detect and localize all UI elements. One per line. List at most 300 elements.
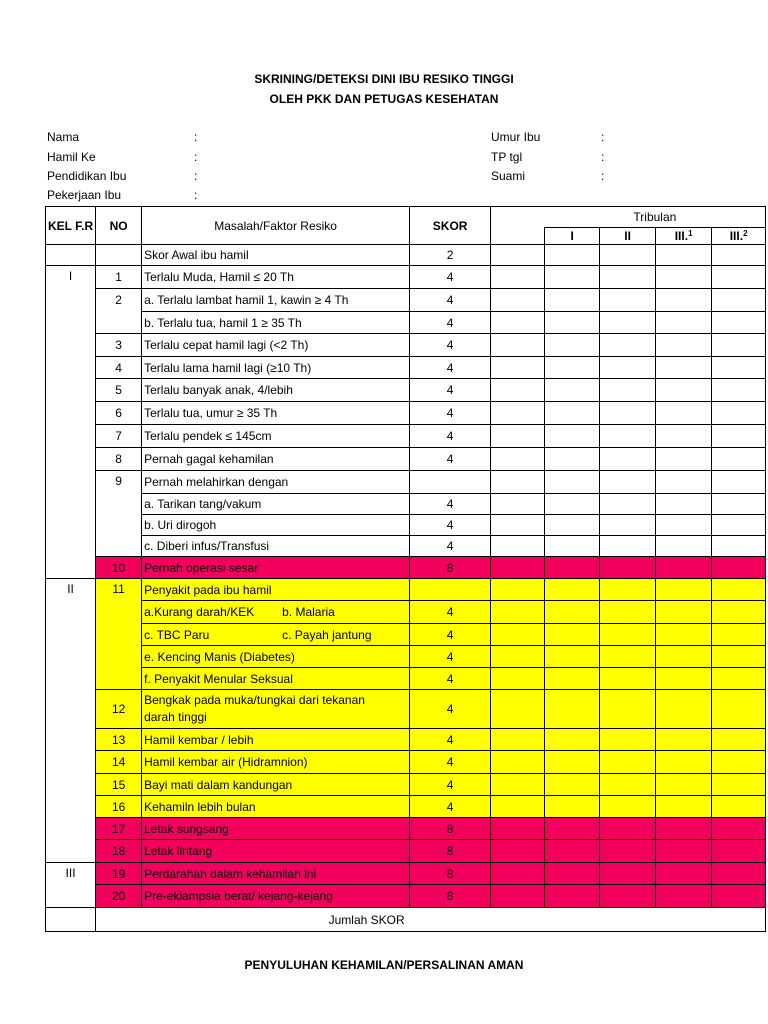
masalah-text: Pernah melahirkan dengan — [144, 475, 289, 489]
masalah-text: b. Uri dirogoh — [144, 518, 217, 532]
masalah-cell — [142, 796, 410, 818]
skor-cell: 4 — [410, 796, 491, 818]
table-row — [46, 774, 766, 796]
tribulan-cell[interactable] — [600, 690, 656, 729]
tribulan-cell[interactable] — [712, 266, 766, 289]
tribulan-cell[interactable] — [656, 863, 712, 885]
tribulan-cell[interactable] — [656, 515, 712, 536]
table-row — [46, 863, 766, 885]
tribulan-cell[interactable] — [712, 863, 766, 885]
tribulan-cell[interactable] — [600, 863, 656, 885]
tribulan-cell[interactable] — [712, 494, 766, 515]
no-cell — [96, 245, 142, 266]
tribulan-cell[interactable] — [600, 601, 656, 624]
tribulan-cell[interactable] — [712, 379, 766, 402]
tribulan-cell[interactable] — [491, 668, 545, 690]
tribulan-cell[interactable] — [712, 751, 766, 774]
tribulan-cell[interactable] — [656, 471, 712, 494]
table-row — [46, 425, 766, 448]
label-pekerjaan: Pekerjaan Ibu — [47, 188, 122, 202]
tribulan-cell[interactable] — [656, 624, 712, 646]
title-line-1: SKRINING/DETEKSI DINI IBU RESIKO TINGGI — [254, 72, 514, 86]
tribulan-cell[interactable] — [656, 402, 712, 425]
masalah-text: Terlalu Muda, Hamil ≤ 20 Th — [144, 270, 294, 284]
masalah-text: f. Penyakit Menular Seksual — [144, 671, 293, 686]
tribulan-cell[interactable] — [656, 729, 712, 751]
skor-cell: 8 — [410, 885, 491, 908]
table-row — [46, 796, 766, 818]
table-row — [46, 334, 766, 357]
tribulan-cell[interactable] — [656, 774, 712, 796]
table-row — [46, 601, 766, 624]
tribulan-cell[interactable] — [600, 471, 656, 494]
tribulan-cell[interactable] — [656, 690, 712, 729]
no-cell: 17 — [96, 818, 142, 840]
tribulan-cell[interactable] — [600, 312, 656, 334]
tribulan-cell[interactable] — [712, 885, 766, 908]
colon: : — [194, 130, 198, 144]
tribulan-cell[interactable] — [712, 668, 766, 690]
table-row — [46, 557, 766, 579]
jumlah-skor-label: Jumlah SKOR — [96, 908, 766, 932]
no-cell: 19 — [96, 863, 142, 885]
table-row — [46, 494, 766, 515]
tribulan-cell[interactable] — [600, 357, 656, 379]
table-row — [46, 515, 766, 536]
skor-cell: 8 — [410, 840, 491, 863]
masalah-text: Perdarahan dalam kehamilan ini — [144, 866, 317, 881]
tribulan-cell[interactable] — [545, 624, 600, 646]
table-row — [46, 357, 766, 379]
tribulan-cell[interactable] — [545, 312, 600, 334]
tribulan-cell[interactable] — [600, 818, 656, 840]
masalah-text: Pre-eklampsia berat/ kejang-kejang — [144, 889, 333, 903]
tribulan-cell[interactable] — [545, 471, 600, 494]
tribulan-cell[interactable] — [656, 289, 712, 312]
tribulan-cell[interactable] — [545, 357, 600, 379]
tribulan-cell[interactable] — [545, 646, 600, 668]
tribulan-cell[interactable] — [545, 515, 600, 536]
masalah-cell — [142, 774, 410, 796]
no-cell: 18 — [96, 840, 142, 863]
tribulan-cell[interactable] — [656, 494, 712, 515]
table-row — [46, 379, 766, 402]
tribulan-cell[interactable] — [545, 774, 600, 796]
masalah-text-3: darah tinggi — [144, 710, 207, 724]
masalah-cell — [142, 402, 410, 425]
tribulan-cell[interactable] — [656, 818, 712, 840]
tribulan-cell[interactable] — [545, 690, 600, 729]
colon: : — [601, 130, 605, 144]
table-row — [46, 690, 766, 729]
kel-cell: I — [46, 266, 96, 579]
tribulan-cell[interactable] — [491, 536, 545, 557]
masalah-cell — [142, 729, 410, 751]
header-t1: I — [545, 228, 600, 245]
skor-cell: 4 — [410, 601, 491, 624]
tribulan-cell[interactable] — [712, 601, 766, 624]
title-line-2: OLEH PKK DAN PETUGAS KESEHATAN — [269, 92, 499, 106]
tribulan-cell[interactable] — [712, 448, 766, 471]
table-row — [46, 536, 766, 557]
tribulan-cell[interactable] — [600, 796, 656, 818]
skor-cell: 4 — [410, 312, 491, 334]
tribulan-cell[interactable] — [491, 729, 545, 751]
tribulan-cell[interactable] — [712, 334, 766, 357]
skor-cell — [410, 471, 491, 494]
masalah-text: a.Kurang darah/KEK — [144, 605, 255, 619]
tribulan-cell[interactable] — [712, 312, 766, 334]
masalah-text: Bengkak pada muka/tungkai dari tekanan — [144, 693, 365, 707]
masalah-text: Terlalu lama hamil lagi (≥10 Th) — [144, 360, 312, 375]
masalah-text: Letak sungsang — [144, 821, 229, 836]
masalah-cell — [142, 515, 410, 536]
colon: : — [194, 188, 198, 202]
masalah-text: Kehamiln lebih bulan — [144, 799, 256, 814]
masalah-cell — [142, 334, 410, 357]
tribulan-cell[interactable] — [491, 818, 545, 840]
tribulan-cell[interactable] — [712, 536, 766, 557]
no-cell: 20 — [96, 885, 142, 908]
tribulan-cell[interactable] — [545, 818, 600, 840]
no-cell: 12 — [96, 690, 142, 729]
masalah-cell — [142, 579, 410, 601]
masalah-cell — [142, 536, 410, 557]
skor-cell: 4 — [410, 289, 491, 312]
table-row — [46, 245, 766, 266]
masalah-text: Skor Awal ibu hamil — [144, 248, 249, 262]
table-row — [46, 818, 766, 840]
masalah-cell — [142, 379, 410, 402]
skor-cell: 8 — [410, 557, 491, 579]
skor-cell — [410, 579, 491, 601]
skor-cell: 4 — [410, 729, 491, 751]
tribulan-cell[interactable] — [491, 690, 545, 729]
masalah-text-2: c. Payah jantung — [282, 627, 372, 642]
tribulan-cell[interactable] — [545, 668, 600, 690]
tribulan-cell[interactable] — [545, 402, 600, 425]
tribulan-cell[interactable] — [491, 557, 545, 579]
tribulan-cell[interactable] — [656, 245, 712, 266]
header-tribulan: Tribulan — [545, 207, 766, 228]
tribulan-cell[interactable] — [491, 601, 545, 624]
table-row — [46, 646, 766, 668]
tribulan-cell[interactable] — [491, 624, 545, 646]
colon: : — [194, 150, 198, 164]
tribulan-cell[interactable] — [491, 448, 545, 471]
no-cell: 2 — [96, 289, 142, 334]
table-row — [46, 668, 766, 690]
tribulan-cell[interactable] — [491, 646, 545, 668]
masalah-text: c. Diberi infus/Transfusi — [144, 539, 270, 553]
masalah-cell — [142, 818, 410, 840]
tribulan-cell[interactable] — [545, 751, 600, 774]
no-cell: 13 — [96, 729, 142, 751]
skor-cell: 4 — [410, 515, 491, 536]
tribulan-cell[interactable] — [600, 840, 656, 863]
masalah-cell — [142, 357, 410, 379]
tribulan-cell[interactable] — [656, 840, 712, 863]
tribulan-cell[interactable] — [712, 579, 766, 601]
tribulan-cell[interactable] — [491, 751, 545, 774]
tribulan-cell[interactable] — [600, 885, 656, 908]
no-cell: 6 — [96, 402, 142, 425]
tribulan-cell[interactable] — [656, 425, 712, 448]
tribulan-cell[interactable] — [600, 729, 656, 751]
masalah-cell — [142, 863, 410, 885]
skor-cell: 8 — [410, 818, 491, 840]
skor-cell: 4 — [410, 646, 491, 668]
tribulan-cell[interactable] — [491, 334, 545, 357]
tribulan-cell[interactable] — [712, 690, 766, 729]
table-row — [46, 840, 766, 863]
header-t2: II — [600, 228, 656, 245]
no-cell: 10 — [96, 557, 142, 579]
skor-cell: 4 — [410, 774, 491, 796]
tribulan-cell[interactable] — [656, 379, 712, 402]
label-suami: Suami — [491, 169, 526, 183]
masalah-text: Penyakit pada ibu hamil — [144, 582, 272, 597]
masalah-cell — [142, 425, 410, 448]
header-skor: SKOR — [410, 207, 491, 245]
tribulan-cell[interactable] — [545, 379, 600, 402]
tribulan-cell[interactable] — [712, 840, 766, 863]
tribulan-cell[interactable] — [545, 557, 600, 579]
tribulan-cell[interactable] — [600, 334, 656, 357]
tribulan-cell[interactable] — [545, 796, 600, 818]
skor-cell: 4 — [410, 624, 491, 646]
tribulan-cell[interactable] — [656, 266, 712, 289]
table-row — [46, 729, 766, 751]
tribulan-cell[interactable] — [545, 840, 600, 863]
table-row — [46, 579, 766, 601]
tribulan-cell[interactable] — [656, 334, 712, 357]
tribulan-cell[interactable] — [656, 796, 712, 818]
tribulan-cell[interactable] — [491, 289, 545, 312]
kel-cell: III — [46, 863, 96, 908]
tribulan-cell[interactable] — [600, 774, 656, 796]
tribulan-cell[interactable] — [656, 312, 712, 334]
masalah-cell — [142, 885, 410, 908]
tribulan-cell[interactable] — [712, 357, 766, 379]
tribulan-cell[interactable] — [656, 357, 712, 379]
label-nama: Nama — [47, 130, 80, 144]
tribulan-cell[interactable] — [600, 515, 656, 536]
no-cell: 11 — [96, 579, 142, 690]
tribulan-cell[interactable] — [712, 471, 766, 494]
no-cell: 16 — [96, 796, 142, 818]
tribulan-cell[interactable] — [600, 266, 656, 289]
skor-cell: 4 — [410, 425, 491, 448]
tribulan-cell[interactable] — [545, 863, 600, 885]
jumlah-row — [46, 908, 766, 932]
no-cell: 1 — [96, 266, 142, 289]
tribulan-cell[interactable] — [491, 245, 545, 266]
tribulan-cell[interactable] — [491, 357, 545, 379]
tribulan-cell[interactable] — [600, 668, 656, 690]
header-kel: KEL F.R — [46, 207, 96, 245]
tribulan-cell[interactable] — [545, 425, 600, 448]
tribulan-cell[interactable] — [545, 245, 600, 266]
skor-cell: 4 — [410, 402, 491, 425]
skor-cell: 4 — [410, 448, 491, 471]
tribulan-cell[interactable] — [656, 536, 712, 557]
tribulan-cell[interactable] — [712, 425, 766, 448]
tribulan-cell[interactable] — [656, 448, 712, 471]
tribulan-cell[interactable] — [545, 579, 600, 601]
tribulan-cell[interactable] — [491, 425, 545, 448]
tribulan-cell[interactable] — [491, 863, 545, 885]
masalah-cell — [142, 690, 410, 729]
label-hamil-ke: Hamil Ke — [47, 150, 96, 164]
label-pendidikan: Pendidikan Ibu — [47, 169, 127, 183]
tribulan-cell[interactable] — [656, 751, 712, 774]
masalah-cell — [142, 624, 410, 646]
tribulan-cell[interactable] — [712, 402, 766, 425]
tribulan-cell[interactable] — [491, 885, 545, 908]
tribulan-cell[interactable] — [545, 448, 600, 471]
tribulan-cell[interactable] — [545, 494, 600, 515]
tribulan-cell[interactable] — [491, 796, 545, 818]
tribulan-cell[interactable] — [712, 624, 766, 646]
no-cell: 3 — [96, 334, 142, 357]
kel-cell — [46, 245, 96, 266]
tribulan-cell[interactable] — [491, 774, 545, 796]
tribulan-cell[interactable] — [656, 579, 712, 601]
tribulan-cell[interactable] — [600, 646, 656, 668]
no-cell: 5 — [96, 379, 142, 402]
masalah-text: b. Terlalu tua, hamil 1 ≥ 35 Th — [144, 315, 302, 330]
tribulan-cell[interactable] — [491, 379, 545, 402]
skor-cell: 4 — [410, 536, 491, 557]
tribulan-cell[interactable] — [600, 425, 656, 448]
masalah-cell — [142, 668, 410, 690]
label-tp-tgl: TP tgl — [491, 150, 523, 164]
no-cell: 9 — [96, 471, 142, 557]
tribulan-cell[interactable] — [545, 289, 600, 312]
table-row — [46, 751, 766, 774]
no-cell: 4 — [96, 357, 142, 379]
tribulan-cell[interactable] — [712, 245, 766, 266]
header-masalah: Masalah/Faktor Resiko — [142, 207, 410, 245]
no-cell: 7 — [96, 425, 142, 448]
tribulan-cell[interactable] — [545, 885, 600, 908]
tribulan-cell[interactable] — [712, 515, 766, 536]
risk-table — [45, 206, 766, 932]
tribulan-cell[interactable] — [600, 557, 656, 579]
masalah-text: Pernah operasi sesar — [144, 560, 259, 575]
tribulan-cell[interactable] — [545, 729, 600, 751]
masalah-cell — [142, 471, 410, 494]
skor-cell: 4 — [410, 266, 491, 289]
table-row — [46, 402, 766, 425]
masalah-cell — [142, 646, 410, 668]
table-row — [46, 289, 766, 312]
tribulan-cell[interactable] — [491, 471, 545, 494]
skor-cell: 4 — [410, 357, 491, 379]
skor-cell: 8 — [410, 863, 491, 885]
colon: : — [194, 169, 198, 183]
masalah-text: c. TBC Paru — [144, 627, 210, 642]
skor-cell: 4 — [410, 379, 491, 402]
tribulan-cell[interactable] — [600, 379, 656, 402]
table-row — [46, 885, 766, 908]
label-umur-ibu: Umur Ibu — [491, 130, 541, 144]
tribulan-cell[interactable] — [656, 668, 712, 690]
no-cell: 14 — [96, 751, 142, 774]
tribulan-cell[interactable] — [712, 774, 766, 796]
tribulan-cell[interactable] — [600, 494, 656, 515]
tribulan-cell[interactable] — [600, 624, 656, 646]
masalah-text: a. Terlalu lambat hamil 1, kawin ≥ 4 Th — [144, 293, 349, 307]
tribulan-cell[interactable] — [545, 601, 600, 624]
tribulan-cell[interactable] — [491, 266, 545, 289]
tribulan-cell[interactable] — [712, 646, 766, 668]
footer-title: PENYULUHAN KEHAMILAN/PERSALINAN AMAN — [244, 958, 524, 972]
tribulan-cell[interactable] — [491, 402, 545, 425]
header-no: NO — [96, 207, 142, 245]
tribulan-cell[interactable] — [712, 796, 766, 818]
tribulan-cell[interactable] — [545, 334, 600, 357]
colon: : — [601, 169, 605, 183]
tribulan-cell[interactable] — [491, 515, 545, 536]
tribulan-cell[interactable] — [600, 579, 656, 601]
table-row — [46, 624, 766, 646]
skor-cell: 4 — [410, 668, 491, 690]
masalah-cell — [142, 494, 410, 515]
no-cell: 15 — [96, 774, 142, 796]
table-row — [46, 266, 766, 289]
table-row — [46, 448, 766, 471]
tribulan-cell[interactable] — [600, 448, 656, 471]
table-row — [46, 312, 766, 334]
tribulan-cell[interactable] — [600, 402, 656, 425]
tribulan-cell[interactable] — [491, 579, 545, 601]
tribulan-cell[interactable] — [712, 729, 766, 751]
masalah-cell — [142, 840, 410, 863]
tribulan-cell[interactable] — [491, 494, 545, 515]
colon: : — [601, 150, 605, 164]
tribulan-cell[interactable] — [600, 245, 656, 266]
masalah-cell — [142, 289, 410, 312]
tribulan-cell[interactable] — [545, 266, 600, 289]
masalah-cell — [142, 312, 410, 334]
masalah-text: Letak lintang — [144, 844, 213, 858]
tribulan-cell[interactable] — [712, 289, 766, 312]
tribulan-cell[interactable] — [712, 818, 766, 840]
tribulan-cell[interactable] — [491, 840, 545, 863]
skor-cell: 4 — [410, 751, 491, 774]
tribulan-cell[interactable] — [491, 312, 545, 334]
tribulan-cell[interactable] — [600, 751, 656, 774]
no-cell: 8 — [96, 448, 142, 471]
tribulan-cell[interactable] — [656, 885, 712, 908]
tribulan-cell[interactable] — [712, 557, 766, 579]
table-row — [46, 471, 766, 494]
masalah-text: Hamil kembar air (Hidramnion) — [144, 755, 308, 769]
tribulan-cell[interactable] — [656, 557, 712, 579]
skor-cell: 2 — [410, 245, 491, 266]
masalah-cell — [142, 245, 410, 266]
tribulan-cell[interactable] — [600, 536, 656, 557]
masalah-text: Terlalu cepat hamil lagi (<2 Th) — [144, 338, 309, 352]
tribulan-cell[interactable] — [600, 289, 656, 312]
tribulan-cell[interactable] — [545, 536, 600, 557]
masalah-text: e. Kencing Manis (Diabetes) — [144, 649, 295, 664]
tribulan-cell[interactable] — [656, 601, 712, 624]
tribulan-cell[interactable] — [656, 646, 712, 668]
skor-cell: 4 — [410, 334, 491, 357]
